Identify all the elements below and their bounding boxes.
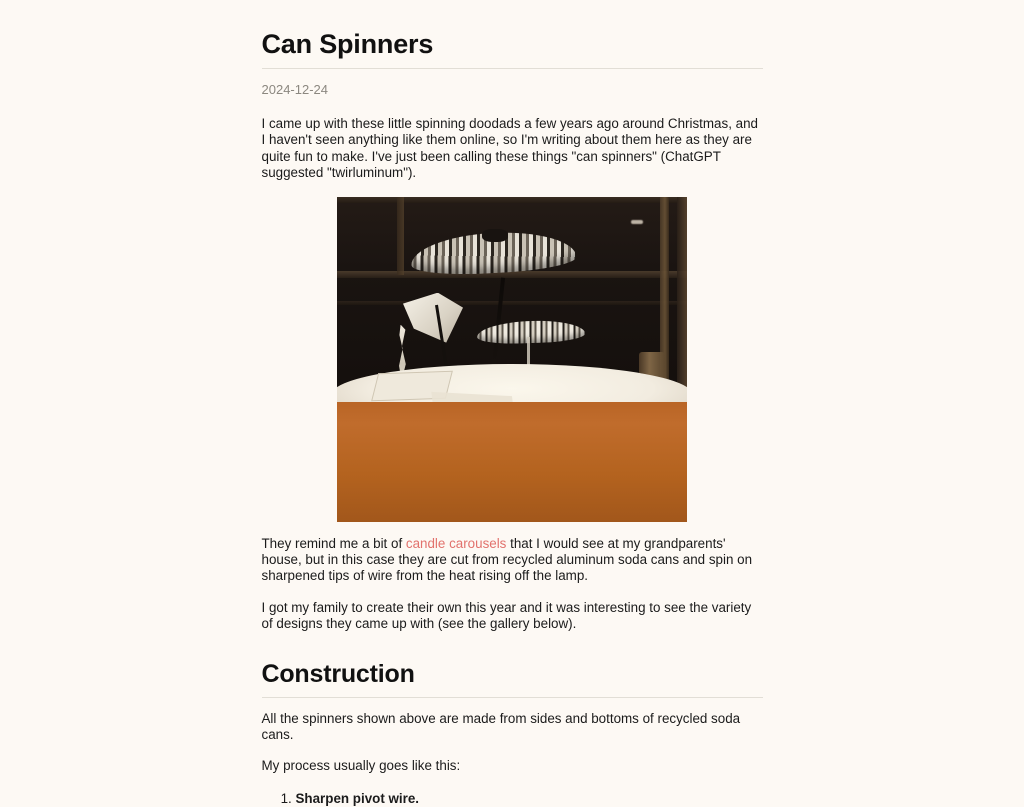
post-date: 2024-12-24	[261, 82, 328, 97]
candle-carousels-link[interactable]: candle carousels	[405, 535, 507, 551]
title-divider	[262, 68, 763, 69]
page-title: Can Spinners	[261, 29, 434, 59]
photo-left-post	[397, 197, 404, 275]
list-item	[296, 790, 763, 807]
construction-paragraph-1: All the spinners shown above are made from sides and bottoms of recycled soda cans.	[261, 710, 741, 743]
construction-steps-list	[262, 790, 763, 807]
spinner-upper-hub	[482, 229, 508, 242]
spinner-photo	[337, 197, 687, 522]
lampshade-body	[337, 402, 687, 522]
photo-highlight-glint	[631, 220, 643, 224]
spinner-photo-figure	[262, 197, 763, 522]
photo-shelf-lower	[337, 301, 687, 305]
family-paragraph: I got my family to create their own this year and it was interesting to see the variety of designs they came up with (see the gallery below).	[261, 599, 752, 632]
carousel-paragraph	[262, 536, 763, 585]
intro-paragraph: I came up with these little spinning doodads a few years ago around Christmas, and I haven't seen anything like them online, so I'm writing about them here as they are quite fun to make. I've just been calling these things "can spinners" (ChatGPT suggested "twirluminum").	[261, 116, 758, 181]
step-title: Sharpen pivot wire.	[295, 790, 420, 806]
photo-shelf-top	[337, 197, 687, 203]
carousel-text-before: They remind me a bit of	[261, 535, 406, 551]
construction-paragraph-2: My process usually goes like this:	[261, 758, 461, 774]
carousel-text-after: that I would see at my grandparents' house, but in this case they are cut from recycled aluminum soda cans and spin on sharpened tips of wire from the heat rising off the lamp.	[261, 535, 753, 584]
construction-divider	[262, 697, 763, 698]
construction-heading: Construction	[261, 659, 415, 688]
article-content	[262, 0, 763, 807]
